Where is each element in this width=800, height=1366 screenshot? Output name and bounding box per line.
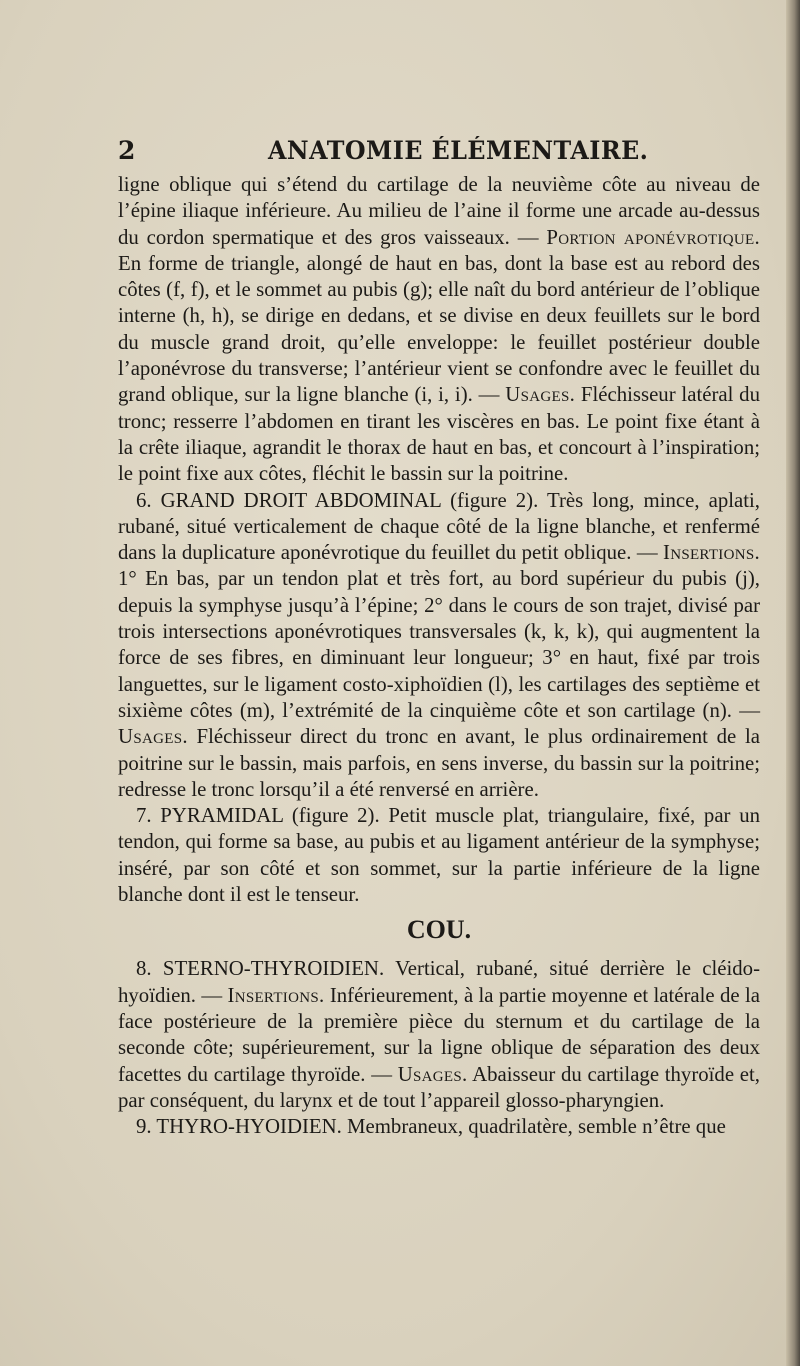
paragraph-pyramidal: 7. PYRAMIDAL (figure 2). Petit muscle plat, triangulaire, fixé, par un tendon, qui forme sa base, au pubis et au ligament antérieur de la symphyse; inséré, par son côté et son sommet, sur la partie inférieure de la ligne blanche dont il est le tenseur. (118, 804, 760, 907)
running-title: ANATOMIE ÉLÉMENTAIRE. (268, 136, 649, 165)
page-header (118, 136, 758, 172)
subheading-usages: Usages. (505, 383, 576, 407)
body-text (118, 172, 760, 1140)
subheading-insertions: Insertions. (662, 541, 760, 565)
paragraph-grand-droit-abdominal: 6. GRAND DROIT ABDOMINAL (figure 2). Très long, mince, aplati, rubané, situé verticalement de chaque côté de la ligne blanche, et renfermé dans la duplicature aponévrotique du feuillet du petit oblique. — Insertions. 1° En bas, par un tendon plat et très fort, au bord supérieur du pubis (j), depuis la symphyse jusqu’à l’épine; 2° dans le cours de son trajet, divisé par trois intersections aponévrotiques transversales (k, k, k), qui augmentent la force de ses fibres, en diminuant leur longueur; 3° en haut, fixé par trois languettes, sur le ligament costo-xiphoïdien (l), les cartilages des septième et sixième côtes (m), l’extrémité de la cinquième côte et son cartilage (n). — Usages. Fléchisseur direct du tronc en avant, le plus ordinairement de la poitrine sur le bassin, mais parfois, en sens inverse, du bassin sur la poitrine; redresse le tronc lorsqu’il a été renversé en arrière. (118, 488, 760, 801)
subheading-insertions: Insertions. (227, 983, 325, 1007)
page-edge (786, 0, 800, 1366)
page-number: 2 (118, 136, 136, 165)
section-heading: COU. (406, 915, 472, 945)
paragraph-sterno-thyroidien: 8. STERNO-THYROIDIEN. Vertical, rubané, situé derrière le cléido-hyoïdien. — Insertions. Inférieurement, à la partie moyenne et latérale de la face postérieure de la première pièce du sternum et du cartilage de la seconde côte; supérieurement, sur la ligne oblique de séparation des deux facettes du cartilage thyroïde. — Usages. Abaisseur du cartilage thyroïde et, par conséquent, du larynx et de tout l’appareil glosso-pharyngien. (118, 957, 760, 1112)
subheading-usages: Usages. (397, 1062, 468, 1086)
subheading-portion-aponevrotique: Portion aponévrotique. (546, 225, 760, 249)
subheading-usages: Usages. (118, 725, 188, 749)
paragraph-oblique-interne-cont: ligne oblique qui s’étend du cartilage de la neuvième côte au niveau de l’épine iliaque inférieure. Au milieu de l’aine il forme une arcade au-dessus du cordon spermatique et des gros vaisseaux. — Portion aponévrotique. En forme de triangle, alongé de haut en bas, dont la base est au rebord des côtes (f, f), et le sommet au pubis (g); elle naît du bord antérieur de l’oblique interne (h, h), se dirige en dedans, et se divise en deux feuillets sur le bord du muscle grand droit, qu’elle enveloppe: le feuillet postérieur double l’aponévrose du transverse; l’antérieur vient se confondre avec le feuillet du grand oblique, sur la ligne blanche (i, i, i). — Usages. Fléchisseur latéral du tronc; resserre l’abdomen en tirant les viscères en bas. Le point fixe étant à la crête iliaque, agrandit le thorax de haut en bas, et concourt à l’inspiration; le point fixe aux côtes, fléchit le bassin sur la poitrine. (118, 173, 760, 486)
paragraph-thyro-hyoidien: 9. THYRO-HYOIDIEN. Membraneux, quadrilatère, semble n’être que (136, 1115, 726, 1139)
